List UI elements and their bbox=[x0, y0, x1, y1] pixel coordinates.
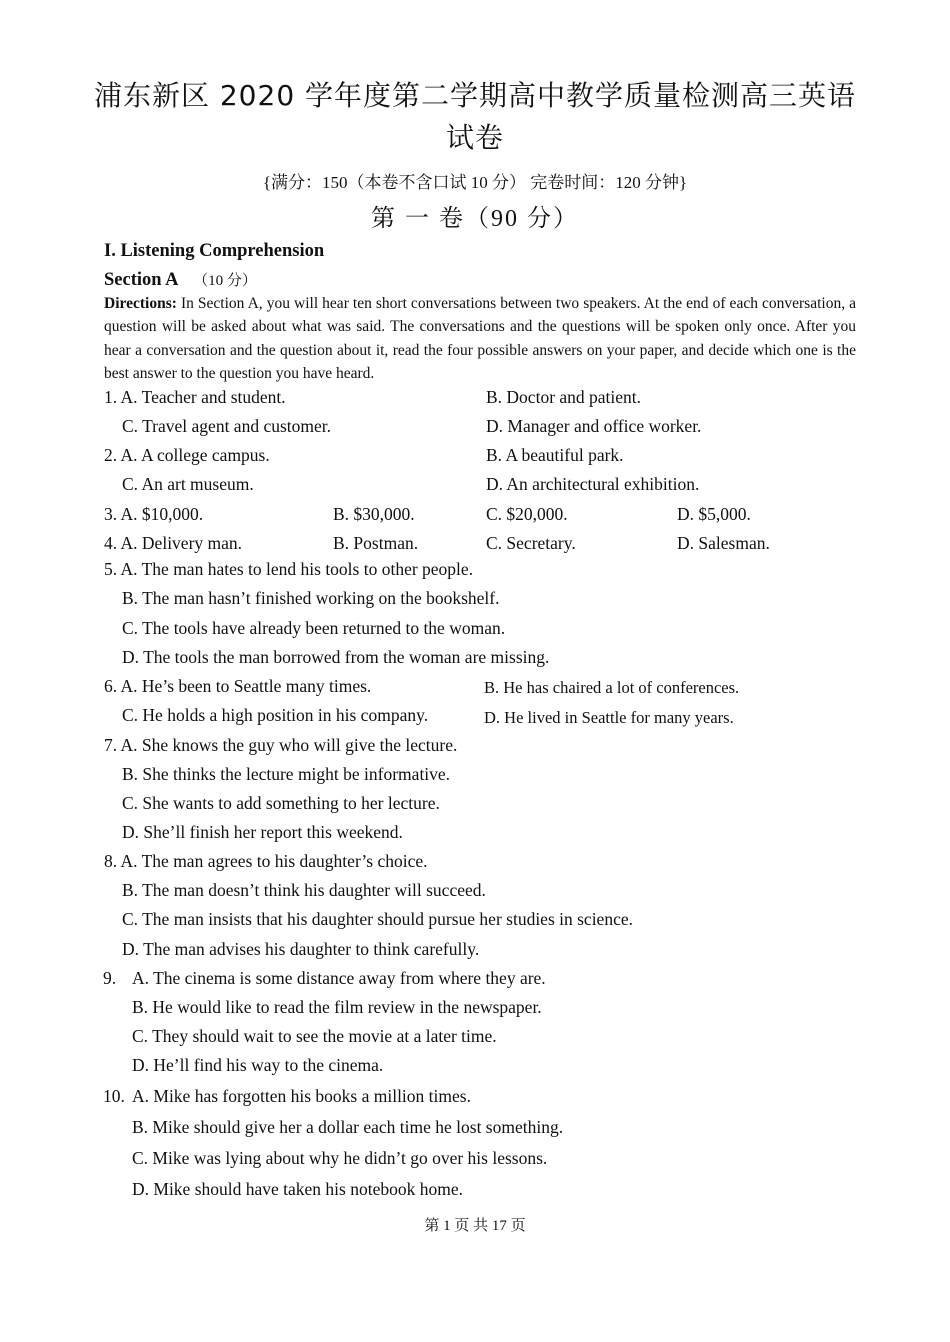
directions-label: Directions: bbox=[104, 295, 177, 312]
q10-number: 10. bbox=[103, 1086, 125, 1106]
q6-option-a: 6. A. He’s been to Seattle many times. bbox=[104, 676, 372, 696]
subsection-points: （10 分） bbox=[193, 273, 257, 289]
q9-option-c: C. They should wait to see the movie at a later time. bbox=[132, 1026, 497, 1046]
q7-option-b: B. She thinks the lecture might be informative. bbox=[122, 764, 451, 784]
q4-option-a: 4. A. Delivery man. bbox=[104, 533, 243, 553]
exam-info: {满分：150（本卷不含口试 10 分） 完卷时间：120 分钟} bbox=[262, 173, 688, 192]
q8-option-c: C. The man insists that his daughter should pursue her studies in science. bbox=[122, 909, 633, 929]
q2-option-d: D. An architectural exhibition. bbox=[486, 474, 700, 494]
q9-option-d: D. He’ll find his way to the cinema. bbox=[132, 1055, 384, 1075]
q10-option-c: C. Mike was lying about why he didn’t go over his lessons. bbox=[132, 1148, 548, 1168]
q7-option-d: D. She’ll finish her report this weekend. bbox=[122, 822, 403, 842]
q1-option-a: 1. A. Teacher and student. bbox=[104, 387, 286, 407]
q2-option-a: 2. A. A college campus. bbox=[104, 445, 270, 465]
q2-option-b: B. A beautiful park. bbox=[486, 445, 624, 465]
subsection-heading bbox=[104, 269, 257, 291]
q5-option-c: C. The tools have already been returned to the woman. bbox=[122, 618, 506, 638]
page-number: 第 1 页 共 17 页 bbox=[424, 1218, 526, 1234]
directions bbox=[104, 292, 856, 385]
q3-option-a: 3. A. $10,000. bbox=[104, 504, 204, 524]
directions-text: In Section A, you will hear ten short conversations between two speakers. At the end of each conversation, a question will be asked about what was said. The conversations and the questions will be spoken only once. After you hear a conversation and the question about it, read the four possible answers on your paper, and decide which one is the best answer to the question you have heard. bbox=[104, 295, 856, 382]
q4-option-d: D. Salesman. bbox=[677, 533, 770, 553]
q6-option-c: C. He holds a high position in his company. bbox=[122, 705, 429, 725]
q7-option-c: C. She wants to add something to her lecture. bbox=[122, 793, 440, 813]
exam-title-line1: 浦东新区 2020 学年度第二学期高中教学质量检测高三英语 bbox=[93, 79, 857, 112]
q10-option-d: D. Mike should have taken his notebook home. bbox=[132, 1179, 463, 1199]
q9-number: 9. bbox=[103, 968, 117, 988]
q5-option-d: D. The tools the man borrowed from the woman are missing. bbox=[122, 647, 550, 667]
exam-title-line2: 试卷 bbox=[445, 121, 504, 154]
q10-option-b: B. Mike should give her a dollar each time he lost something. bbox=[132, 1117, 564, 1137]
q9-option-a: A. The cinema is some distance away from where they are. bbox=[132, 968, 546, 988]
q3-option-c: C. $20,000. bbox=[486, 504, 568, 524]
q1-option-b: B. Doctor and patient. bbox=[486, 387, 642, 407]
q5-option-a: 5. A. The man hates to lend his tools to other people. bbox=[104, 559, 474, 579]
q9-option-b: B. He would like to read the film review in the newspaper. bbox=[132, 997, 542, 1017]
q4-option-b: B. Postman. bbox=[333, 533, 419, 553]
q8-option-b: B. The man doesn’t think his daughter will succeed. bbox=[122, 880, 486, 900]
q4-option-c: C. Secretary. bbox=[486, 533, 576, 553]
q6-option-b: B. He has chaired a lot of conferences. bbox=[484, 678, 740, 697]
q10-option-a: A. Mike has forgotten his books a million times. bbox=[132, 1086, 471, 1106]
q6-option-d: D. He lived in Seattle for many years. bbox=[484, 708, 734, 727]
q7-option-a: 7. A. She knows the guy who will give the lecture. bbox=[104, 735, 458, 755]
q8-option-a: 8. A. The man agrees to his daughter’s choice. bbox=[104, 851, 428, 871]
section-heading: I. Listening Comprehension bbox=[104, 241, 325, 261]
q5-option-b: B. The man hasn’t finished working on the bookshelf. bbox=[122, 588, 500, 608]
q3-option-d: D. $5,000. bbox=[677, 504, 751, 524]
part-title: 第 一 卷（90 分） bbox=[371, 206, 579, 232]
q3-option-b: B. $30,000. bbox=[333, 504, 415, 524]
q1-option-d: D. Manager and office worker. bbox=[486, 416, 702, 436]
q2-option-c: C. An art museum. bbox=[122, 474, 254, 494]
q1-option-c: C. Travel agent and customer. bbox=[122, 416, 332, 436]
subsection-label: Section A bbox=[104, 270, 179, 290]
q8-option-d: D. The man advises his daughter to think carefully. bbox=[122, 939, 480, 959]
